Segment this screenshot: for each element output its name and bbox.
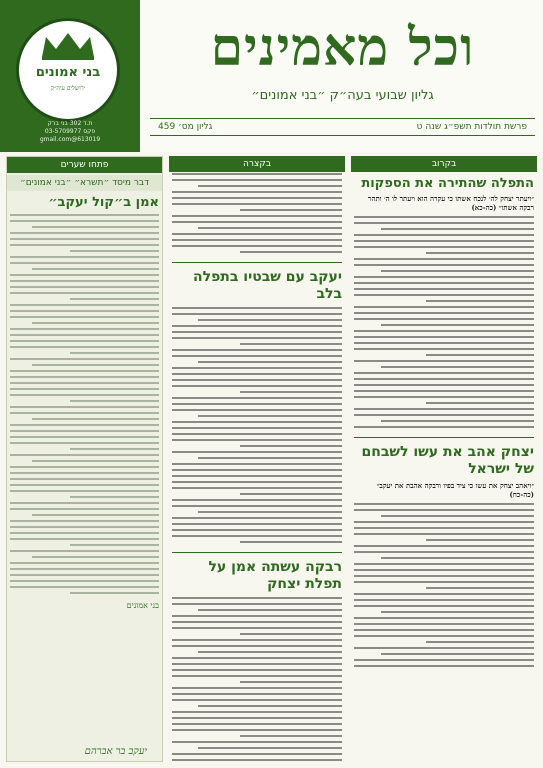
text-line	[240, 391, 342, 393]
text-line	[198, 415, 343, 417]
text-line	[10, 232, 159, 234]
text-line	[354, 234, 534, 236]
text-line	[172, 325, 342, 327]
text-line	[354, 521, 534, 523]
text-line	[354, 623, 534, 625]
section-subbar: דבר מיסד ״תשרא״ ״בני אמונים״	[7, 175, 162, 191]
text-line	[354, 306, 534, 308]
text-line	[10, 508, 159, 510]
text-line	[426, 300, 534, 302]
article-body	[351, 215, 537, 433]
text-line	[10, 370, 159, 372]
text-line	[172, 307, 342, 309]
text-line	[10, 310, 159, 312]
text-line	[354, 581, 534, 583]
text-line	[172, 529, 342, 531]
divider	[172, 262, 342, 263]
text-line	[32, 226, 159, 228]
section-bar: בקצרה	[169, 156, 345, 172]
text-line	[172, 487, 342, 489]
text-line	[70, 448, 159, 450]
masthead-green-band	[0, 0, 140, 152]
logo	[16, 18, 120, 122]
text-line	[172, 221, 342, 223]
text-line	[172, 463, 342, 465]
text-line	[10, 214, 159, 216]
text-line	[198, 705, 343, 707]
text-line	[10, 220, 159, 222]
text-line	[10, 412, 159, 414]
text-line	[354, 533, 534, 535]
text-line	[172, 717, 342, 719]
text-line	[198, 457, 343, 459]
text-line	[172, 173, 342, 175]
text-line	[10, 256, 159, 258]
text-line	[172, 723, 342, 725]
text-line	[172, 367, 342, 369]
text-line	[354, 264, 534, 266]
text-line	[198, 319, 343, 321]
text-line	[10, 532, 159, 534]
text-line	[381, 611, 534, 613]
article-body	[351, 502, 537, 672]
text-line	[70, 544, 159, 546]
text-line	[240, 209, 342, 211]
text-line	[172, 403, 342, 405]
text-line	[10, 520, 159, 522]
text-line	[354, 629, 534, 631]
text-line	[172, 439, 342, 441]
text-line	[198, 227, 343, 229]
article-heading: יעקב עם שבטיו בתפלה בלב	[193, 269, 342, 302]
logo-text: בני אמונים	[35, 65, 101, 80]
text-line	[10, 280, 159, 282]
text-line	[354, 216, 534, 218]
text-line	[32, 268, 159, 270]
text-line	[354, 330, 534, 332]
text-line	[10, 388, 159, 390]
text-line	[240, 681, 342, 683]
text-line	[354, 372, 534, 374]
text-line	[354, 503, 534, 505]
text-line	[354, 240, 534, 242]
text-line	[70, 352, 159, 354]
text-line	[172, 313, 342, 315]
text-line	[10, 472, 159, 474]
text-line	[240, 343, 342, 345]
text-line	[10, 586, 159, 588]
text-line	[354, 647, 534, 649]
column-right	[351, 156, 537, 762]
text-line	[426, 587, 534, 589]
text-line	[172, 481, 342, 483]
text-line	[354, 312, 534, 314]
text-line	[172, 535, 342, 537]
signature: בני אמונים	[126, 601, 159, 610]
text-line	[70, 250, 159, 252]
text-line	[10, 244, 159, 246]
text-line	[381, 420, 534, 422]
text-line	[172, 385, 342, 387]
article-quote: ״ויעתר יצחק לה׳ לנכח אשתו כי עקרה הוא ויעתר לו ה׳ ותהר רבקה אשתו״ (כה-כא)	[368, 194, 534, 212]
text-line	[172, 615, 342, 617]
text-line	[172, 597, 342, 599]
text-line	[10, 454, 159, 456]
text-line	[172, 729, 342, 731]
handwritten-signature: יעקב בר אברהם	[84, 746, 147, 757]
text-line	[354, 563, 534, 565]
text-line	[198, 185, 343, 187]
section-bar: בקרוב	[351, 156, 537, 172]
text-line	[10, 436, 159, 438]
text-line	[172, 657, 342, 659]
text-line	[172, 355, 342, 357]
article-body	[169, 596, 345, 762]
text-line	[32, 322, 159, 324]
text-line	[354, 509, 534, 511]
text-line	[70, 496, 159, 498]
text-line	[354, 408, 534, 410]
text-line	[354, 360, 534, 362]
text-line	[172, 759, 342, 761]
text-line	[354, 258, 534, 260]
text-line	[354, 384, 534, 386]
text-line	[198, 651, 343, 653]
text-line	[10, 442, 159, 444]
text-line	[10, 424, 159, 426]
article-columns	[6, 156, 537, 762]
text-line	[10, 238, 159, 240]
text-line	[10, 550, 159, 552]
text-line	[10, 502, 159, 504]
text-line	[354, 390, 534, 392]
text-line	[172, 639, 342, 641]
text-line	[354, 378, 534, 380]
text-line	[172, 645, 342, 647]
text-line	[172, 191, 342, 193]
crown-icon	[38, 31, 98, 61]
text-line	[354, 294, 534, 296]
text-line	[426, 252, 534, 254]
contact-info	[8, 120, 132, 144]
text-line	[10, 382, 159, 384]
text-line	[354, 342, 534, 344]
text-line	[381, 228, 534, 230]
text-line	[172, 239, 342, 241]
text-line	[172, 397, 342, 399]
text-line	[172, 245, 342, 247]
text-line	[10, 562, 159, 564]
text-line	[172, 711, 342, 713]
text-line	[10, 376, 159, 378]
text-line	[10, 574, 159, 576]
text-line	[354, 336, 534, 338]
text-line	[354, 527, 534, 529]
text-line	[198, 747, 343, 749]
text-line	[172, 517, 342, 519]
text-line	[172, 179, 342, 181]
text-line	[10, 274, 159, 276]
text-line	[354, 617, 534, 619]
article-heading: התפלה שהתירה את הספקות	[361, 176, 534, 191]
text-line	[172, 233, 342, 235]
text-line	[172, 475, 342, 477]
text-line	[240, 633, 342, 635]
text-line	[198, 609, 343, 611]
article-body	[169, 172, 345, 258]
text-line	[10, 346, 159, 348]
text-line	[354, 396, 534, 398]
text-line	[10, 262, 159, 264]
publication-title: וכל מאמינים	[210, 17, 475, 78]
article-heading: רבקה עשתה אמן על תפלת יצחק	[208, 559, 342, 592]
text-line	[381, 366, 534, 368]
contact-line: פקס 03-5709977	[44, 128, 96, 135]
text-line	[381, 515, 534, 517]
text-line	[70, 298, 159, 300]
text-line	[381, 270, 534, 272]
article-quote: ״ויאהב יצחק את עשו כי ציד בפיו ורבקה אהבת את יעקב״ (כה-כח)	[376, 481, 534, 499]
column-left	[6, 156, 163, 762]
text-line	[10, 430, 159, 432]
text-line	[10, 358, 159, 360]
divider	[172, 552, 342, 553]
text-line	[10, 292, 159, 294]
text-line	[240, 541, 342, 543]
publication-subtitle: גליון שבועי בעה״ק ״בני אמונים״	[251, 88, 434, 103]
text-line	[10, 334, 159, 336]
logo-subtext: ירושלים עיה״ק	[50, 85, 86, 92]
text-line	[172, 627, 342, 629]
text-line	[10, 328, 159, 330]
text-line	[172, 409, 342, 411]
text-line	[172, 197, 342, 199]
text-line	[172, 451, 342, 453]
text-line	[172, 421, 342, 423]
text-line	[354, 318, 534, 320]
text-line	[10, 286, 159, 288]
text-line	[354, 288, 534, 290]
text-line	[172, 373, 342, 375]
text-line	[70, 592, 159, 594]
text-line	[172, 523, 342, 525]
text-line	[10, 490, 159, 492]
text-line	[354, 575, 534, 577]
text-line	[426, 402, 534, 404]
text-line	[172, 693, 342, 695]
text-line	[10, 526, 159, 528]
text-line	[172, 349, 342, 351]
text-line	[381, 324, 534, 326]
text-line	[381, 557, 534, 559]
text-line	[172, 331, 342, 333]
text-line	[172, 621, 342, 623]
text-line	[354, 605, 534, 607]
text-line	[172, 499, 342, 501]
text-line	[172, 433, 342, 435]
text-line	[32, 460, 159, 462]
issue-number: גליון מס׳ 459	[158, 122, 213, 132]
text-line	[354, 426, 534, 428]
text-line	[172, 675, 342, 677]
text-line	[172, 215, 342, 217]
text-line	[354, 246, 534, 248]
text-line	[10, 580, 159, 582]
text-line	[172, 699, 342, 701]
text-line	[10, 478, 159, 480]
text-line	[354, 665, 534, 667]
issue-bar	[150, 118, 535, 136]
text-line	[354, 659, 534, 661]
text-line	[354, 569, 534, 571]
text-line	[381, 653, 534, 655]
text-line	[10, 394, 159, 396]
text-line	[10, 340, 159, 342]
text-line	[172, 203, 342, 205]
text-line	[32, 514, 159, 516]
text-line	[172, 753, 342, 755]
section-bar: פתחו שערים	[7, 157, 162, 173]
text-line	[10, 304, 159, 306]
text-line	[172, 337, 342, 339]
text-line	[354, 414, 534, 416]
text-line	[354, 545, 534, 547]
text-line	[32, 418, 159, 420]
parasha-line: פרשת תולדות תשפ״ג שנה ט	[416, 122, 527, 132]
text-line	[426, 641, 534, 643]
text-line	[240, 493, 342, 495]
masthead	[0, 0, 543, 152]
text-line	[10, 484, 159, 486]
text-line	[198, 361, 343, 363]
text-line	[10, 466, 159, 468]
text-line	[354, 635, 534, 637]
text-line	[172, 505, 342, 507]
divider	[354, 437, 534, 438]
article-heading: יצחק אהב את עשו לשבחם של ישראל	[361, 444, 534, 477]
text-line	[172, 687, 342, 689]
text-line	[354, 599, 534, 601]
article-body	[169, 306, 345, 548]
text-line	[10, 568, 159, 570]
text-line	[172, 663, 342, 665]
text-line	[172, 669, 342, 671]
text-line	[426, 539, 534, 541]
text-line	[32, 364, 159, 366]
contact-line: ת.ד 302 בני ברק	[47, 120, 93, 127]
text-line	[240, 445, 342, 447]
text-line	[426, 354, 534, 356]
text-line	[172, 603, 342, 605]
article-body	[7, 213, 162, 599]
text-line	[240, 251, 342, 253]
text-line	[354, 593, 534, 595]
text-line	[354, 282, 534, 284]
text-line	[172, 427, 342, 429]
text-line	[198, 511, 343, 513]
text-line	[354, 551, 534, 553]
text-line	[354, 276, 534, 278]
contact-line: 613019@gmail.com	[39, 136, 101, 143]
text-line	[354, 348, 534, 350]
text-line	[10, 538, 159, 540]
text-line	[10, 316, 159, 318]
text-line	[240, 735, 342, 737]
text-line	[172, 469, 342, 471]
text-line	[172, 741, 342, 743]
text-line	[70, 400, 159, 402]
text-line	[10, 406, 159, 408]
article-heading: אמן ב״קול יעקב״	[48, 195, 159, 210]
text-line	[354, 222, 534, 224]
text-line	[172, 379, 342, 381]
text-line	[32, 556, 159, 558]
column-middle	[169, 156, 345, 762]
